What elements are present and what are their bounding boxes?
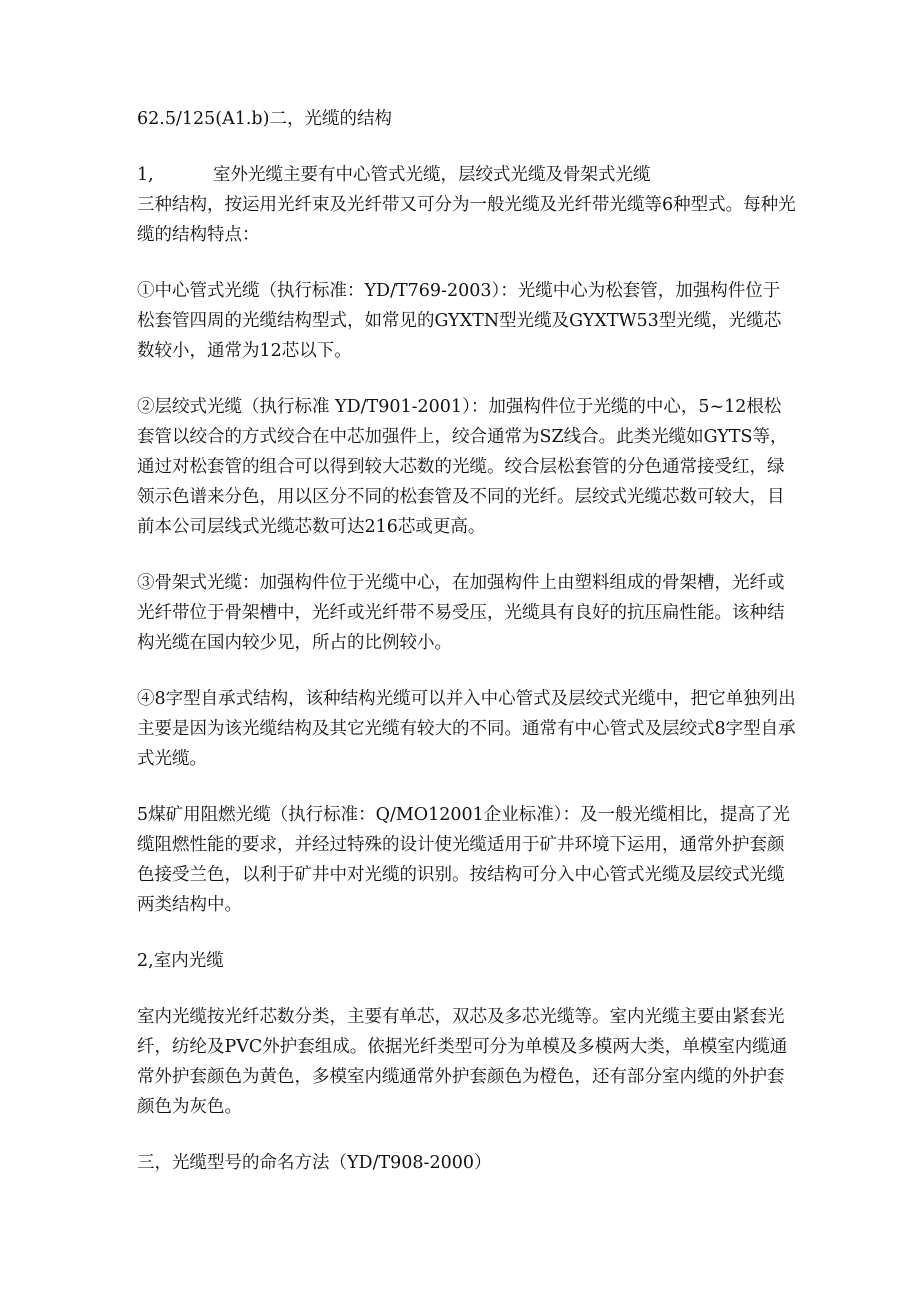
- paragraph-stranded: ②层绞式光缆（执行标准 YD/T901-2001）：加强构件位于光缆的中心，5~12根松套管以绞合的方式绞合在中芯加强件上，绞合通常为SZ线合。此类光缆如GYTS等，通过对松套管的组合可以得到较大芯数的光缆。绞合层松套管的分色通常接受红，绿领示色谱来分色，用以区分不同的松套管及不同的光纤。层绞式光缆芯数可较大，目前本公司层线式光缆芯数可达216芯或更高。: [137, 397, 788, 537]
- item-outdoor-cable: [137, 160, 797, 250]
- document-page: [137, 104, 797, 1178]
- paragraph-central-tube: ①中心管式光缆（执行标准：YD/T769-2003）：光缆中心为松套管，加强构件位于松套管四周的光缆结构型式，如常见的GYXTN型光缆及GYXTW53型光缆，光缆芯数较小，通常为12芯以下。: [137, 281, 782, 361]
- section-heading: 62.5/125(A1.b)二，光缆的结构: [137, 109, 392, 129]
- subheading-indoor: 2,室内光缆: [137, 951, 224, 971]
- section-3-heading: 三，光缆型号的命名方法（YD/T908-2000）: [137, 1153, 492, 1173]
- paragraph-mine-cable: 5煤矿用阻燃光缆（执行标准：Q/MO12001企业标准）：及一般光缆相比，提高了光缆阻燃性能的要求，并经过特殊的设计使光缆适用于矿井环境下运用，通常外护套颜色接受兰色，以利于矿井中对光缆的识别。按结构可分入中心管式光缆及层绞式光缆两类结构中。: [137, 805, 791, 915]
- item-continuation: 三种结构，按运用光纤束及光纤带又可分为一般光缆及光纤带光缆等6种型式。每种光缆的结构特点：: [137, 195, 796, 245]
- item-number: 1,: [137, 165, 154, 185]
- paragraph-skeleton: ③骨架式光缆：加强构件位于光缆中心，在加强构件上由塑料组成的骨架槽，光纤或光纤带位于骨架槽中，光纤或光纤带不易受压，光缆具有良好的抗压扁性能。该种结构光缆在国内较少见，所占的比例较小。: [137, 573, 785, 653]
- paragraph-indoor-cable: 室内光缆按光纤芯数分类，主要有单芯，双芯及多芯光缆等。室内光缆主要由紧套光纤，纺纶及PVC外护套组成。依据光纤类型可分为单模及多模两大类，单模室内缆通常外护套颜色为黄色，多模室内缆通常外护套颜色为橙色，还有部分室内缆的外护套颜色为灰色。: [137, 1007, 788, 1117]
- paragraph-figure-8: ④8字型自承式结构，该种结构光缆可以并入中心管式及层绞式光缆中，把它单独列出主要是因为该光缆结构及其它光缆有较大的不同。通常有中心管式及层绞式8字型自承式光缆。: [137, 689, 796, 769]
- item-first-line: 室外光缆主要有中心管式光缆，层绞式光缆及骨架式光缆: [213, 165, 651, 185]
